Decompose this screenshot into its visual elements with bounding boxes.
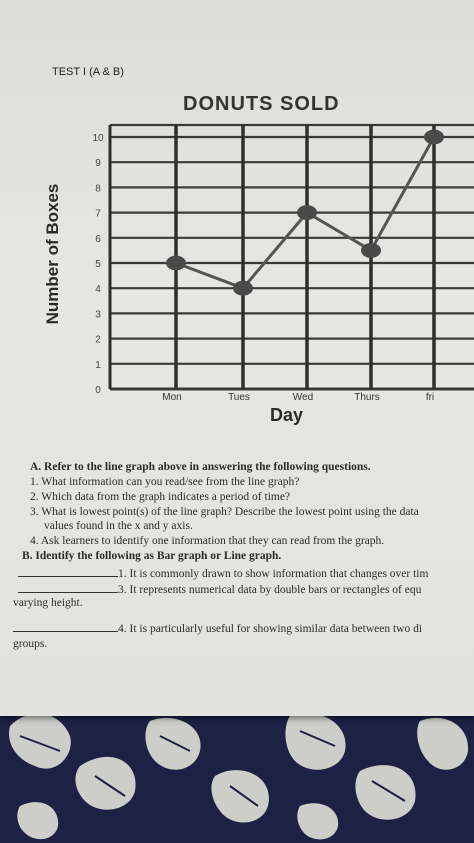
question-a2: 2. Which data from the graph indicates a period of time?	[30, 491, 291, 503]
x-tick-label-mon: Mon	[162, 392, 182, 403]
section-b-heading: B. Identify the following as Bar graph or Line graph.	[22, 550, 282, 562]
answer-blank-b4[interactable]	[13, 621, 118, 632]
fabric-background	[0, 706, 474, 843]
y-tick-label-0: 0	[95, 385, 101, 396]
question-a1: 1. What information can you read/see from the line graph?	[30, 476, 300, 488]
question-b4: 4. It is particularly useful for showing similar data between two di	[118, 623, 423, 635]
data-point-wed	[297, 205, 317, 220]
question-b3-row	[18, 582, 421, 596]
question-a3: 3. What is lowest point(s) of the line graph? Describe the lowest point using the data	[30, 506, 419, 518]
question-a3-continuation: values found in the x and y axis.	[44, 520, 193, 532]
data-point-fri	[424, 130, 444, 145]
y-tick-label-9: 9	[95, 158, 101, 170]
y-tick-label-2: 2	[95, 334, 101, 346]
x-axis-label: Day	[270, 405, 304, 425]
data-point-thurs	[361, 243, 381, 258]
y-tick-label-8: 8	[95, 183, 101, 195]
question-b1: 1. It is commonly drawn to show information that changes over tim	[118, 568, 429, 580]
y-tick-label-7: 7	[95, 208, 101, 220]
chart-title: DONUTS SOLD	[183, 93, 340, 115]
y-tick-label-3: 3	[95, 309, 101, 321]
answer-blank-b3[interactable]	[18, 582, 118, 593]
question-b3-continuation: varying height.	[13, 597, 83, 609]
y-tick-label-4: 4	[95, 284, 101, 296]
y-tick-label-6: 6	[95, 233, 101, 245]
question-b3: 3. It represents numerical data by double bars or rectangles of equ	[118, 584, 422, 596]
y-tick-label-10: 10	[92, 133, 104, 144]
x-tick-label-fri: fri	[425, 392, 435, 403]
section-a-heading: A. Refer to the line graph above in answering the following questions.	[30, 461, 371, 473]
y-tick-label-5: 5	[95, 259, 101, 270]
data-point-tues	[233, 281, 253, 296]
question-b1-row	[18, 566, 428, 580]
question-a4: 4. Ask learners to identify one information that they can read from the graph.	[30, 535, 385, 547]
y-tick-label-1: 1	[95, 359, 101, 371]
answer-blank-b1[interactable]	[18, 566, 118, 577]
x-tick-label-thurs: Thurs	[354, 392, 380, 403]
question-b4-row	[13, 621, 422, 635]
question-b4-continuation: groups.	[13, 638, 48, 650]
x-tick-label-wed: Wed	[292, 392, 314, 403]
x-tick-label-tues: Tues	[228, 392, 250, 403]
y-axis-label: Number of Boxes	[43, 183, 62, 325]
data-point-mon	[166, 256, 186, 271]
test-label: TEST I (A & B)	[52, 66, 124, 78]
